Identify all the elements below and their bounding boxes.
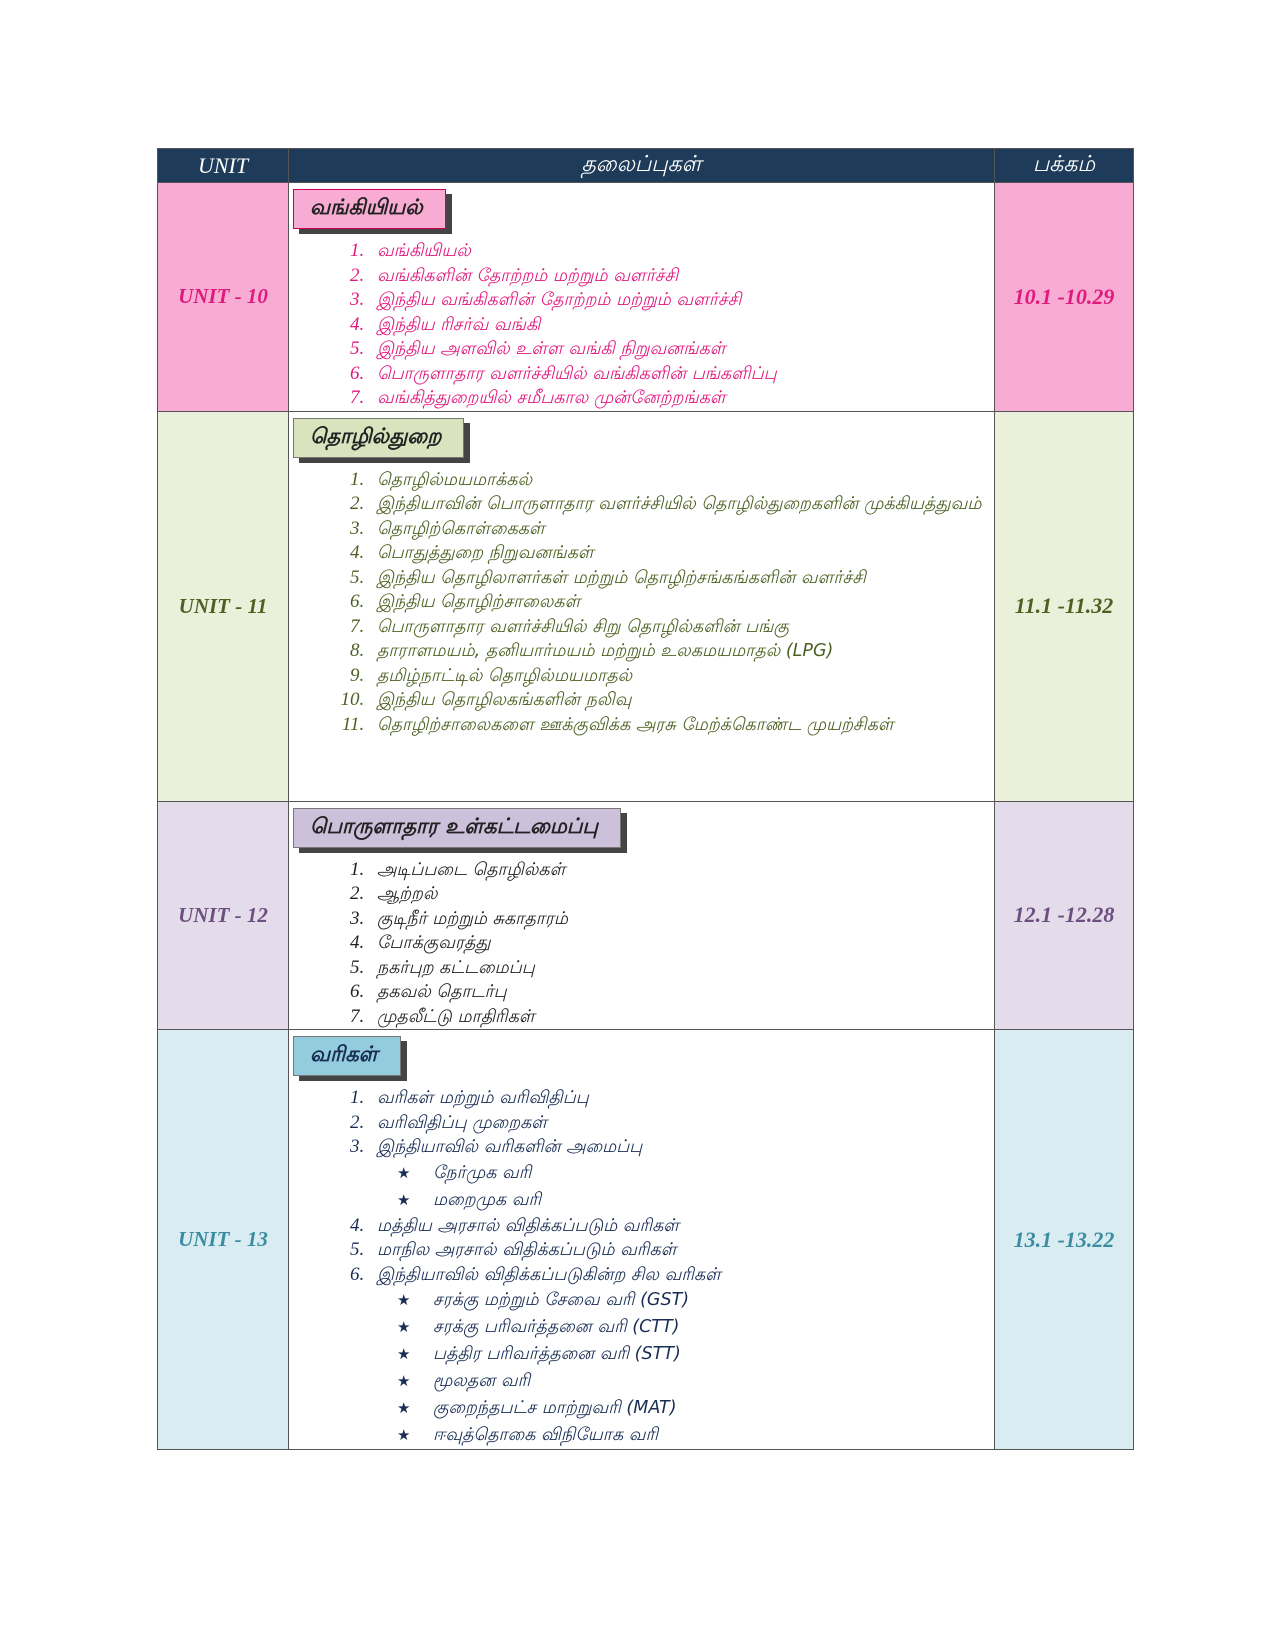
list-item [369,1135,988,1214]
list-item: 11. தொழிற்சாலைகளை ஊக்குவிக்க அரசு மேற்க்கொண்ட முயற்சிகள் [369,713,988,738]
sub-list-item: ★ ஈவுத்தொகை விநியோக வரி [433,1422,988,1449]
topic-list [293,239,988,411]
list-item-text: வரிவிதிப்பு முறைகள் [377,1112,548,1133]
list-item: 6. தகவல் தொடர்பு [369,980,988,1005]
list-item: 4. இந்திய ரிசர்வ் வங்கி [369,313,988,338]
sub-list-item: ★ பத்திர பரிவர்த்தனை வரி (STT) [433,1341,988,1368]
list-item: 2. வங்கிகளின் தோற்றம் மற்றும் வளர்ச்சி [369,264,988,289]
list-item [369,1086,988,1111]
sub-list-item: ★ குறைந்தபட்ச மாற்றுவரி (MAT) [433,1395,988,1422]
unit-label: UNIT - 12 [158,801,289,1030]
section-heading: வங்கியியல் [293,189,446,229]
topic-list [293,468,988,738]
unit-column-header: UNIT [158,149,289,183]
list-item: 4. பொதுத்துறை நிறுவனங்கள் [369,541,988,566]
list-item-text: இந்தியாவில் வரிகளின் அமைப்பு [377,1137,643,1157]
page-range: 12.1 -12.28 [995,801,1134,1030]
contents-table [157,148,1134,1450]
page-range: 11.1 -11.32 [995,411,1134,801]
list-item-text: வரிகள் மற்றும் வரிவிதிப்பு [377,1088,589,1108]
list-item: 3. இந்திய வங்கிகளின் தோற்றம் மற்றும் வளர்ச்சி [369,288,988,313]
list-item [369,1111,988,1136]
list-item [369,1238,988,1263]
list-item: 1. தொழில்மயமாக்கல் [369,468,988,493]
page-range: 10.1 -10.29 [995,183,1134,412]
list-item: 6. பொருளாதார வளர்ச்சியில் வங்கிகளின் பங்களிப்பு [369,362,988,387]
sub-list-item: ★ சரக்கு மற்றும் சேவை வரி (GST) [433,1287,988,1314]
sub-list [377,1160,988,1214]
sub-list-item: ★ சரக்கு பரிவர்த்தனை வரி (CTT) [433,1314,988,1341]
list-item: 7. பொருளாதார வளர்ச்சியில் சிறு தொழில்களின் பங்கு [369,615,988,640]
topics-cell [289,411,995,801]
topic-list [293,858,988,1030]
list-item: 2. ஆற்றல் [369,882,988,907]
list-item: 3. தொழிற்கொள்கைகள் [369,517,988,542]
list-item: 7. வங்கித்துறையில் சமீபகால முன்னேற்றங்கள் [369,386,988,411]
unit-label: UNIT - 11 [158,411,289,801]
unit-row-10 [158,183,1134,412]
list-item: 1. அடிப்படை தொழில்கள் [369,858,988,883]
list-item: 5. நகர்புற கட்டமைப்பு [369,956,988,981]
topics-column-header: தலைப்புகள் [289,149,995,183]
list-item [369,1263,988,1450]
page-range: 13.1 -13.22 [995,1030,1134,1450]
star-bullet-icon: ★ [397,1399,411,1417]
star-bullet-icon: ★ [397,1372,411,1390]
list-item: 7. முதலீட்டு மாதிரிகள் [369,1005,988,1030]
sub-list-item: ★ மறைமுக வரி [433,1187,988,1214]
topics-cell [289,1030,995,1450]
list-item-text: மாநில அரசால் விதிக்கப்படும் வரிகள் [377,1240,677,1260]
list-item: 1. வங்கியியல் [369,239,988,264]
section-heading: வரிகள் [293,1036,401,1076]
list-item [369,1214,988,1239]
sub-list-item: ★ நேர்முக வரி [433,1160,988,1187]
star-bullet-icon: ★ [397,1426,411,1444]
header-row [158,149,1134,183]
unit-row-11 [158,411,1134,801]
section-heading: தொழில்துறை [293,418,464,458]
page-column-header: பக்கம் [995,149,1134,183]
topic-list [293,1086,988,1449]
section-heading: பொருளாதார உள்கட்டமைப்பு [293,808,621,848]
unit-label: UNIT - 10 [158,183,289,412]
list-item: 5. இந்திய தொழிலாளர்கள் மற்றும் தொழிற்சங்கங்களின் வளர்ச்சி [369,566,988,591]
unit-row-13 [158,1030,1134,1450]
unit-row-12 [158,801,1134,1030]
star-bullet-icon: ★ [397,1318,411,1336]
unit-label: UNIT - 13 [158,1030,289,1450]
list-item: 3. குடிநீர் மற்றும் சுகாதாரம் [369,907,988,932]
list-item: 9. தமிழ்நாட்டில் தொழில்மயமாதல் [369,664,988,689]
list-item: 10. இந்திய தொழிலகங்களின் நலிவு [369,688,988,713]
sub-list-item: ★ மூலதன வரி [433,1368,988,1395]
list-item-text: இந்தியாவில் விதிக்கப்படுகின்ற சில வரிகள் [377,1264,721,1285]
list-item: 6. இந்திய தொழிற்சாலைகள் [369,590,988,615]
sub-list [377,1287,988,1449]
topics-cell [289,801,995,1030]
star-bullet-icon: ★ [397,1190,411,1209]
star-bullet-icon: ★ [397,1163,411,1182]
star-bullet-icon: ★ [397,1345,411,1363]
list-item: 2. இந்தியாவின் பொருளாதார வளர்ச்சியில் தொழில்துறைகளின் முக்கியத்துவம் [369,492,988,517]
topics-cell [289,183,995,412]
list-item: 4. போக்குவரத்து [369,931,988,956]
list-item-text: மத்திய அரசால் விதிக்கப்படும் வரிகள் [377,1215,680,1236]
list-item: 8. தாராளமயம், தனியார்மயம் மற்றும் உலகமயமாதல் (LPG) [369,639,988,664]
list-item: 5. இந்திய அளவில் உள்ள வங்கி நிறுவனங்கள் [369,337,988,362]
star-bullet-icon: ★ [397,1291,411,1309]
